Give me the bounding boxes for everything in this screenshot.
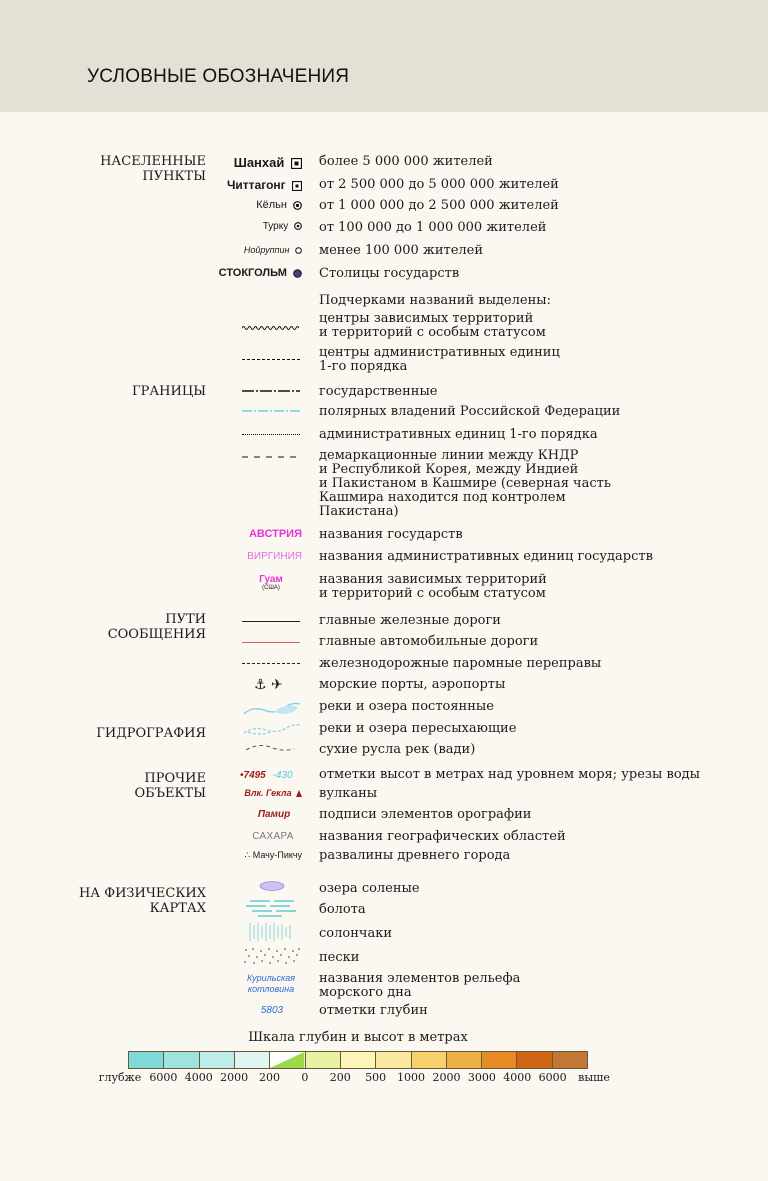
railway-desc: главные железные дороги — [319, 613, 501, 628]
scale-label: 4000 — [503, 1071, 532, 1084]
volcano-sample — [244, 788, 302, 798]
dependent-owner: (США) — [262, 585, 280, 591]
volcano-name: Влк. Гекла — [244, 788, 292, 798]
salt-marsh-desc: солончаки — [319, 926, 392, 941]
scale-label: 4000 — [184, 1071, 213, 1084]
heights-sample — [240, 770, 293, 781]
ruins-icon: ∴ — [244, 850, 251, 860]
country-name-desc: названия государств — [319, 527, 463, 542]
orography-sample: Памир — [257, 809, 291, 820]
scale-label: 6000 — [538, 1071, 567, 1084]
permanent-water-icon — [242, 698, 302, 718]
city-desc-small: от 100 000 до 1 000 000 жителей — [319, 220, 547, 235]
dependent-name-sample — [256, 574, 286, 592]
ruins-sample — [245, 850, 302, 861]
volcano-desc: вулканы — [319, 786, 378, 801]
scale-label: глубже — [98, 1071, 142, 1084]
orography-desc: подписи элементов орографии — [319, 807, 532, 822]
city-desc-tiny: менее 100 000 жителей — [319, 243, 484, 258]
wadi-desc: сухие русла рек (вади) — [319, 742, 476, 757]
ruins-name: Мачу-Пикчу — [252, 850, 302, 860]
category-hydrography: ГИДРОГРАФИЯ — [96, 726, 206, 741]
scale-label: 1000 — [397, 1071, 426, 1084]
scale-label: 3000 — [467, 1071, 496, 1084]
city-circle-dot-icon — [294, 222, 302, 230]
state-border-icon — [242, 388, 300, 394]
anchor-icon: ⚓ — [254, 677, 267, 693]
region-sample: САХАРА — [252, 831, 294, 842]
demarcation-line-icon — [242, 454, 300, 460]
capital-name: СТОКГОЛЬМ — [218, 267, 287, 279]
heights-desc: отметки высот в метрах над уровнем моря; урезы воды — [319, 767, 700, 782]
scale-cell — [235, 1052, 270, 1068]
capital-desc: Столицы государств — [319, 266, 460, 281]
city-sample-small — [263, 221, 302, 232]
depth-mark-sample: 5803 — [260, 1005, 284, 1016]
capital-star-icon — [293, 269, 302, 278]
border-demarcation-desc: демаркационные линии между КНДР и Республикой Корея, между Индией и Пакистаном в Кашмире (северная часть Кашмира находится под контролем Пакистана) — [319, 448, 611, 519]
category-settlements: НАСЕЛЕННЫЕ ПУНКТЫ — [100, 154, 206, 184]
city-desc-medium: от 1 000 000 до 2 500 000 жителей — [319, 198, 559, 213]
scale-label: 500 — [365, 1071, 387, 1084]
city-circle-dot-icon — [293, 201, 302, 210]
salt-marsh-icon — [244, 921, 300, 943]
height-mark: •7495 — [240, 770, 266, 781]
ferry-line-icon — [242, 663, 300, 664]
swamp-icon — [244, 898, 300, 918]
dashed-underline-icon — [242, 359, 300, 360]
admin-name-desc: названия административных единиц государств — [319, 549, 653, 564]
ferry-desc: железнодорожные паромные переправы — [319, 656, 602, 671]
scale-cell — [200, 1052, 235, 1068]
road-desc: главные автомобильные дороги — [319, 634, 539, 649]
volcano-triangle-icon — [296, 790, 302, 797]
water-level-mark: -430 — [272, 770, 293, 781]
salt-lake-icon — [258, 880, 286, 892]
dependent-name: Гуам — [259, 574, 283, 585]
country-name-sample: АВСТРИЯ — [248, 528, 302, 540]
border-polar-desc: полярных владений Российской Федерации — [319, 404, 621, 419]
city-name: Кёльн — [256, 199, 287, 211]
city-sample-large2 — [227, 178, 302, 192]
city-desc-large: более 5 000 000 жителей — [319, 154, 493, 169]
railway-line-icon — [242, 621, 300, 622]
scale-cell — [447, 1052, 482, 1068]
city-name: Читтагонг — [227, 178, 286, 192]
category-borders: ГРАНИЦЫ — [131, 384, 206, 399]
scale-cell — [482, 1052, 517, 1068]
city-desc-large2: от 2 500 000 до 5 000 000 жителей — [319, 177, 559, 192]
ruins-desc: развалины древнего города — [319, 848, 511, 863]
scale-title: Шкала глубин и высот в метрах — [248, 1030, 468, 1045]
scale-cell — [517, 1052, 552, 1068]
drying-water-icon — [242, 720, 302, 738]
city-square-dot-icon — [291, 158, 302, 169]
salt-lake-desc: озера соленые — [319, 881, 420, 896]
ports-desc: морские порты, аэропорты — [319, 677, 506, 692]
scale-label: 2000 — [220, 1071, 249, 1084]
scale-label: 200 — [259, 1071, 281, 1084]
polar-border-icon — [242, 408, 300, 414]
wavy-underline-icon — [242, 325, 300, 331]
sand-icon — [242, 946, 302, 966]
scale-label: 0 — [301, 1071, 309, 1084]
seafloor-sample: Курильская котловина — [246, 973, 296, 994]
scale-cell — [129, 1052, 164, 1068]
capital-sample — [219, 267, 302, 279]
city-name: Шанхай — [233, 155, 285, 170]
city-square-dot-icon — [292, 181, 302, 191]
category-transport: ПУТИ СООБЩЕНИЯ — [107, 612, 206, 642]
scale-label: 200 — [329, 1071, 351, 1084]
border-state-desc: государственные — [319, 384, 438, 399]
depth-mark-desc: отметки глубин — [319, 1003, 428, 1018]
airplane-icon: ✈ — [271, 677, 283, 693]
page-title: УСЛОВНЫЕ ОБОЗНАЧЕНИЯ — [87, 66, 350, 87]
city-sample-medium — [256, 199, 302, 211]
underline-dependent-desc: центры зависимых территорий и территорий с особым статусом — [319, 311, 546, 340]
wadi-icon — [242, 741, 302, 755]
shoreline-wedge-icon — [270, 1052, 304, 1068]
scale-cell — [164, 1052, 199, 1068]
seafloor-desc: названия элементов рельефа морского дна — [319, 971, 521, 1000]
scale-cell — [306, 1052, 341, 1068]
ports-icons — [254, 678, 283, 692]
category-other: ПРОЧИЕ ОБЪЕКТЫ — [134, 771, 206, 801]
admin-border-icon — [242, 434, 300, 435]
dependent-name-desc: названия зависимых территорий и территорий с особым статусом — [319, 572, 547, 601]
city-circle-icon — [295, 247, 302, 254]
page-header — [0, 0, 768, 112]
city-name: Нойруппин — [243, 245, 290, 255]
drying-water-desc: реки и озера пересыхающие — [319, 721, 517, 736]
underline-admin-desc: центры административных единиц 1-го порядка — [319, 345, 560, 374]
depth-height-scale — [128, 1051, 588, 1069]
scale-cell — [412, 1052, 447, 1068]
category-physical: НА ФИЗИЧЕСКИХ КАРТАХ — [78, 886, 206, 916]
city-name: Турку — [262, 221, 289, 232]
sand-desc: пески — [319, 950, 360, 965]
scale-cell — [341, 1052, 376, 1068]
underline-intro: Подчерками названий выделены: — [319, 293, 551, 308]
region-desc: названия географических областей — [319, 829, 566, 844]
scale-label: 2000 — [432, 1071, 461, 1084]
admin-name-sample: ВИРГИНИЯ — [247, 551, 302, 562]
scale-label: выше — [578, 1071, 610, 1084]
swamp-desc: болота — [319, 902, 366, 917]
scale-label: 6000 — [149, 1071, 178, 1084]
city-sample-tiny — [244, 245, 302, 255]
permanent-water-desc: реки и озера постоянные — [319, 699, 494, 714]
scale-cell — [270, 1052, 305, 1068]
road-line-icon — [242, 642, 300, 643]
scale-cell — [553, 1052, 587, 1068]
city-sample-large — [234, 155, 302, 170]
scale-cell — [376, 1052, 411, 1068]
border-admin-desc: административных единиц 1-го порядка — [319, 427, 598, 442]
